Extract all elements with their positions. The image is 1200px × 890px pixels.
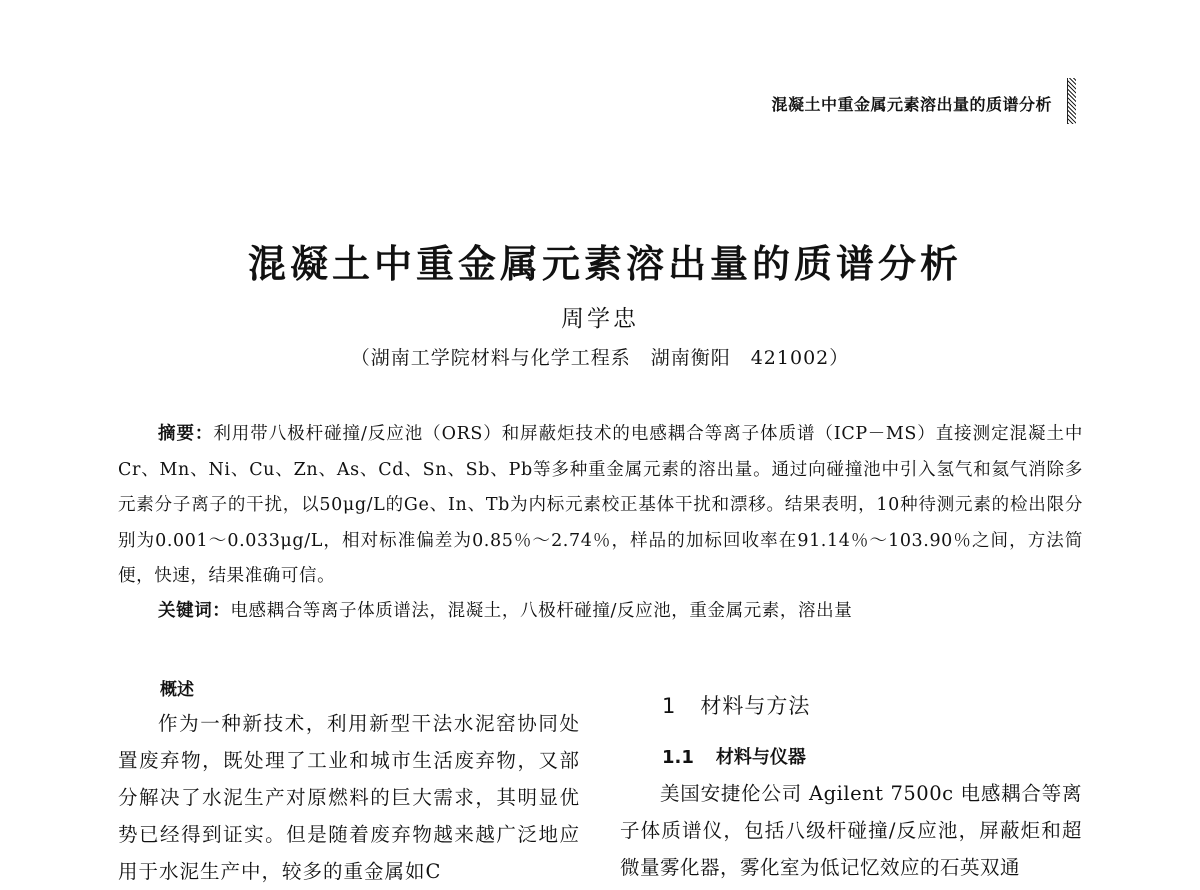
subsection-number: 1.1 xyxy=(662,747,694,768)
affiliation: （湖南工学院材料与化学工程系 湖南衡阳 421002） xyxy=(350,347,850,369)
section-heading xyxy=(662,690,810,720)
right-column-text: 美国安捷伦公司 Agilent 7500c 电感耦合等离子体质谱仪，包括八级杆碰撞/反应池，屏蔽炬和超微量雾化器，雾化室为低记忆效应的石英双通 xyxy=(620,782,1082,879)
abstract xyxy=(118,417,1083,595)
keywords xyxy=(158,596,1083,626)
left-column-text: 作为一种新技术，利用新型干法水泥窑协同处置废弃物，既处理了工业和城市生活废弃物，又部分解决了水泥生产对原燃料的巨大需求，其明显优势已经得到证实。但是随着废弃物越来越广泛地应用于水泥生产中，较多的重金属如C xyxy=(118,712,580,883)
subsection-title: 材料与仪器 xyxy=(715,747,806,768)
author: 周学忠 xyxy=(561,306,639,332)
section-title: 材料与方法 xyxy=(700,694,811,718)
running-header: 混凝土中重金属元素溶出量的质谱分析 xyxy=(771,95,1052,114)
overview-heading: 概述 xyxy=(160,680,194,700)
keywords-label: 关键词： xyxy=(158,601,231,621)
keywords-text: 电感耦合等离子体质谱法，混凝土，八极杆碰撞/反应池，重金属元素，溶出量 xyxy=(230,601,853,621)
paper-title: 混凝土中重金属元素溶出量的质谱分析 xyxy=(247,241,962,286)
abstract-label: 摘要： xyxy=(158,424,214,444)
section-number: 1 xyxy=(662,694,677,718)
subsection-heading xyxy=(662,743,806,769)
header-ornament xyxy=(1067,78,1076,124)
abstract-text: 利用带八极杆碰撞/反应池（ORS）和屏蔽炬技术的电感耦合等离子体质谱（ICP－MS）直接测定混凝土中Cr、Mn、Ni、Cu、Zn、As、Cd、Sn、Sb、Pb等多种重金属元素的溶出量。通过向碰撞池中引入氢气和氦气消除多元素分子离子的干扰，以50μg/L的Ge、In、Tb为内标元素校正基体干扰和漂移。结果表明，10种待测元素的检出限分别为0.001～0.033μg/L，相对标准偏差为0.85％～2.74％，样品的加标回收率在91.14％～103.90％之间，方法简便，快速，结果准确可信。 xyxy=(118,424,1083,586)
